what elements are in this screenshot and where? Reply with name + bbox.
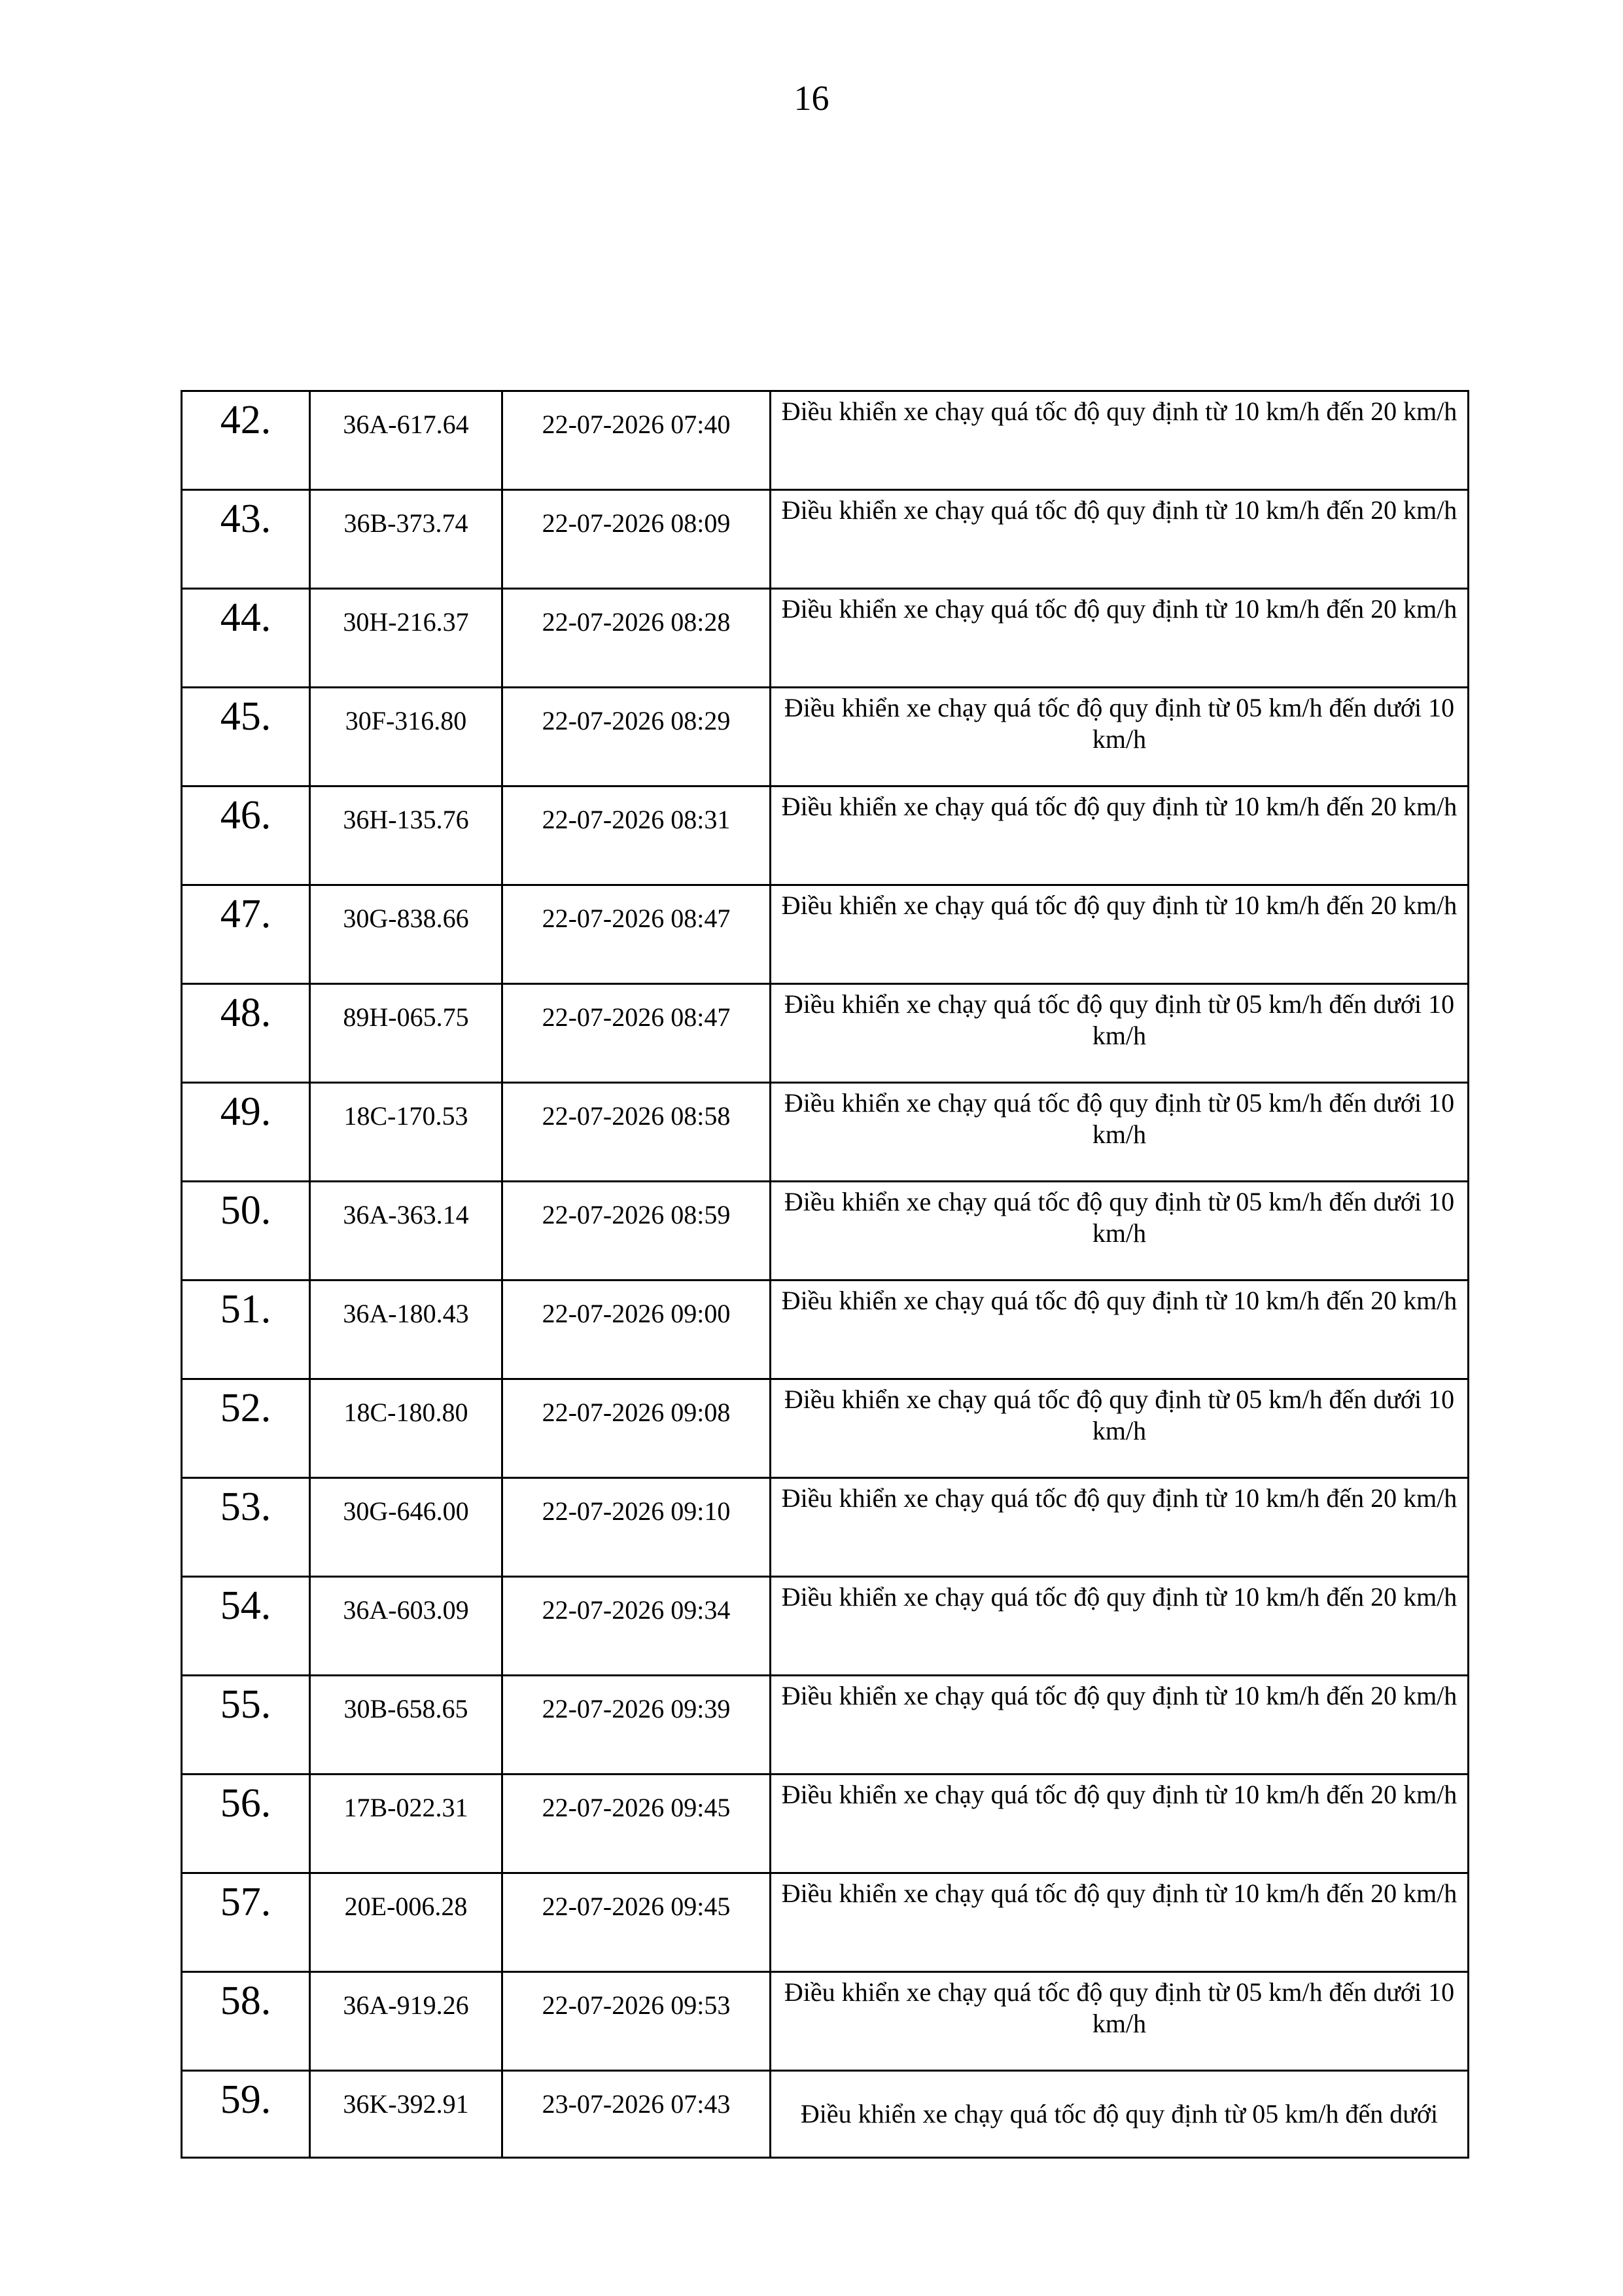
violations-table — [181, 390, 1469, 2159]
row-index: 54. — [182, 1577, 310, 1676]
row-index: 55. — [182, 1676, 310, 1775]
violation-description: Điều khiển xe chạy quá tốc độ quy định từ 10 km/h đến 20 km/h — [771, 1775, 1469, 1873]
row-index: 57. — [182, 1873, 310, 1972]
violation-datetime: 22-07-2026 08:58 — [502, 1083, 771, 1182]
violation-description: Điều khiển xe chạy quá tốc độ quy định từ 05 km/h đến dưới 10 km/h — [771, 1083, 1469, 1182]
violation-description: Điều khiển xe chạy quá tốc độ quy định từ 10 km/h đến 20 km/h — [771, 1280, 1469, 1379]
violation-datetime: 22-07-2026 08:29 — [502, 688, 771, 786]
license-plate: 36K-392.91 — [310, 2071, 502, 2158]
row-index: 48. — [182, 984, 310, 1083]
violation-description: Điều khiển xe chạy quá tốc độ quy định từ 10 km/h đến 20 km/h — [771, 589, 1469, 688]
row-index: 43. — [182, 490, 310, 589]
table-row — [182, 688, 1469, 786]
violation-description: Điều khiển xe chạy quá tốc độ quy định từ 05 km/h đến dưới 10 km/h — [771, 1379, 1469, 1478]
violation-datetime: 22-07-2026 08:47 — [502, 885, 771, 984]
license-plate: 30F-316.80 — [310, 688, 502, 786]
violation-datetime: 22-07-2026 08:28 — [502, 589, 771, 688]
license-plate: 36A-617.64 — [310, 391, 502, 490]
row-index: 52. — [182, 1379, 310, 1478]
license-plate: 18C-170.53 — [310, 1083, 502, 1182]
license-plate: 18C-180.80 — [310, 1379, 502, 1478]
row-index: 58. — [182, 1972, 310, 2071]
table-row — [182, 490, 1469, 589]
license-plate: 36B-373.74 — [310, 490, 502, 589]
table-row — [182, 1676, 1469, 1775]
row-index: 44. — [182, 589, 310, 688]
row-index: 51. — [182, 1280, 310, 1379]
row-index: 56. — [182, 1775, 310, 1873]
violation-description: Điều khiển xe chạy quá tốc độ quy định từ 10 km/h đến 20 km/h — [771, 1873, 1469, 1972]
row-index: 42. — [182, 391, 310, 490]
violation-description: Điều khiển xe chạy quá tốc độ quy định từ 05 km/h đến dưới 10 km/h — [771, 688, 1469, 786]
license-plate: 89H-065.75 — [310, 984, 502, 1083]
table-row — [182, 391, 1469, 490]
table-row — [182, 1083, 1469, 1182]
table-row — [182, 1775, 1469, 1873]
violation-datetime: 23-07-2026 07:43 — [502, 2071, 771, 2158]
violation-datetime: 22-07-2026 09:45 — [502, 1775, 771, 1873]
license-plate: 17B-022.31 — [310, 1775, 502, 1873]
table-row — [182, 885, 1469, 984]
violation-description: Điều khiển xe chạy quá tốc độ quy định từ 10 km/h đến 20 km/h — [771, 1478, 1469, 1577]
violation-description: Điều khiển xe chạy quá tốc độ quy định từ 10 km/h đến 20 km/h — [771, 786, 1469, 885]
row-index: 49. — [182, 1083, 310, 1182]
violation-description: Điều khiển xe chạy quá tốc độ quy định từ 05 km/h đến dưới 10 km/h — [771, 1972, 1469, 2071]
violation-datetime: 22-07-2026 09:08 — [502, 1379, 771, 1478]
table-row — [182, 984, 1469, 1083]
table-row — [182, 2071, 1469, 2158]
row-index: 46. — [182, 786, 310, 885]
violation-datetime: 22-07-2026 09:53 — [502, 1972, 771, 2071]
table-row — [182, 786, 1469, 885]
license-plate: 36H-135.76 — [310, 786, 502, 885]
table-row — [182, 1478, 1469, 1577]
violation-datetime: 22-07-2026 07:40 — [502, 391, 771, 490]
violation-datetime: 22-07-2026 09:00 — [502, 1280, 771, 1379]
violation-description: Điều khiển xe chạy quá tốc độ quy định từ 10 km/h đến 20 km/h — [771, 490, 1469, 589]
license-plate: 36A-363.14 — [310, 1182, 502, 1280]
page-number: 16 — [794, 79, 829, 118]
table-row — [182, 1182, 1469, 1280]
row-index: 59. — [182, 2071, 310, 2158]
row-index: 45. — [182, 688, 310, 786]
violation-description: Điều khiển xe chạy quá tốc độ quy định từ 05 km/h đến dưới — [771, 2071, 1469, 2158]
table-row — [182, 1577, 1469, 1676]
violation-datetime: 22-07-2026 08:09 — [502, 490, 771, 589]
row-index: 53. — [182, 1478, 310, 1577]
row-index: 47. — [182, 885, 310, 984]
violation-description: Điều khiển xe chạy quá tốc độ quy định từ 10 km/h đến 20 km/h — [771, 1676, 1469, 1775]
violation-datetime: 22-07-2026 09:10 — [502, 1478, 771, 1577]
license-plate: 30G-646.00 — [310, 1478, 502, 1577]
violation-datetime: 22-07-2026 08:47 — [502, 984, 771, 1083]
table-row — [182, 1873, 1469, 1972]
violation-datetime: 22-07-2026 08:59 — [502, 1182, 771, 1280]
violation-datetime: 22-07-2026 09:45 — [502, 1873, 771, 1972]
violation-description: Điều khiển xe chạy quá tốc độ quy định từ 05 km/h đến dưới 10 km/h — [771, 1182, 1469, 1280]
table-row — [182, 589, 1469, 688]
license-plate: 36A-919.26 — [310, 1972, 502, 2071]
row-index: 50. — [182, 1182, 310, 1280]
violation-description: Điều khiển xe chạy quá tốc độ quy định từ 10 km/h đến 20 km/h — [771, 885, 1469, 984]
license-plate: 20E-006.28 — [310, 1873, 502, 1972]
license-plate: 30B-658.65 — [310, 1676, 502, 1775]
license-plate: 36A-603.09 — [310, 1577, 502, 1676]
table-row — [182, 1379, 1469, 1478]
violation-datetime: 22-07-2026 09:34 — [502, 1577, 771, 1676]
table-row — [182, 1972, 1469, 2071]
violation-datetime: 22-07-2026 09:39 — [502, 1676, 771, 1775]
violation-description: Điều khiển xe chạy quá tốc độ quy định từ 10 km/h đến 20 km/h — [771, 1577, 1469, 1676]
violation-datetime: 22-07-2026 08:31 — [502, 786, 771, 885]
violation-description: Điều khiển xe chạy quá tốc độ quy định từ 10 km/h đến 20 km/h — [771, 391, 1469, 490]
table-row — [182, 1280, 1469, 1379]
license-plate: 36A-180.43 — [310, 1280, 502, 1379]
license-plate: 30H-216.37 — [310, 589, 502, 688]
violation-description: Điều khiển xe chạy quá tốc độ quy định từ 05 km/h đến dưới 10 km/h — [771, 984, 1469, 1083]
license-plate: 30G-838.66 — [310, 885, 502, 984]
